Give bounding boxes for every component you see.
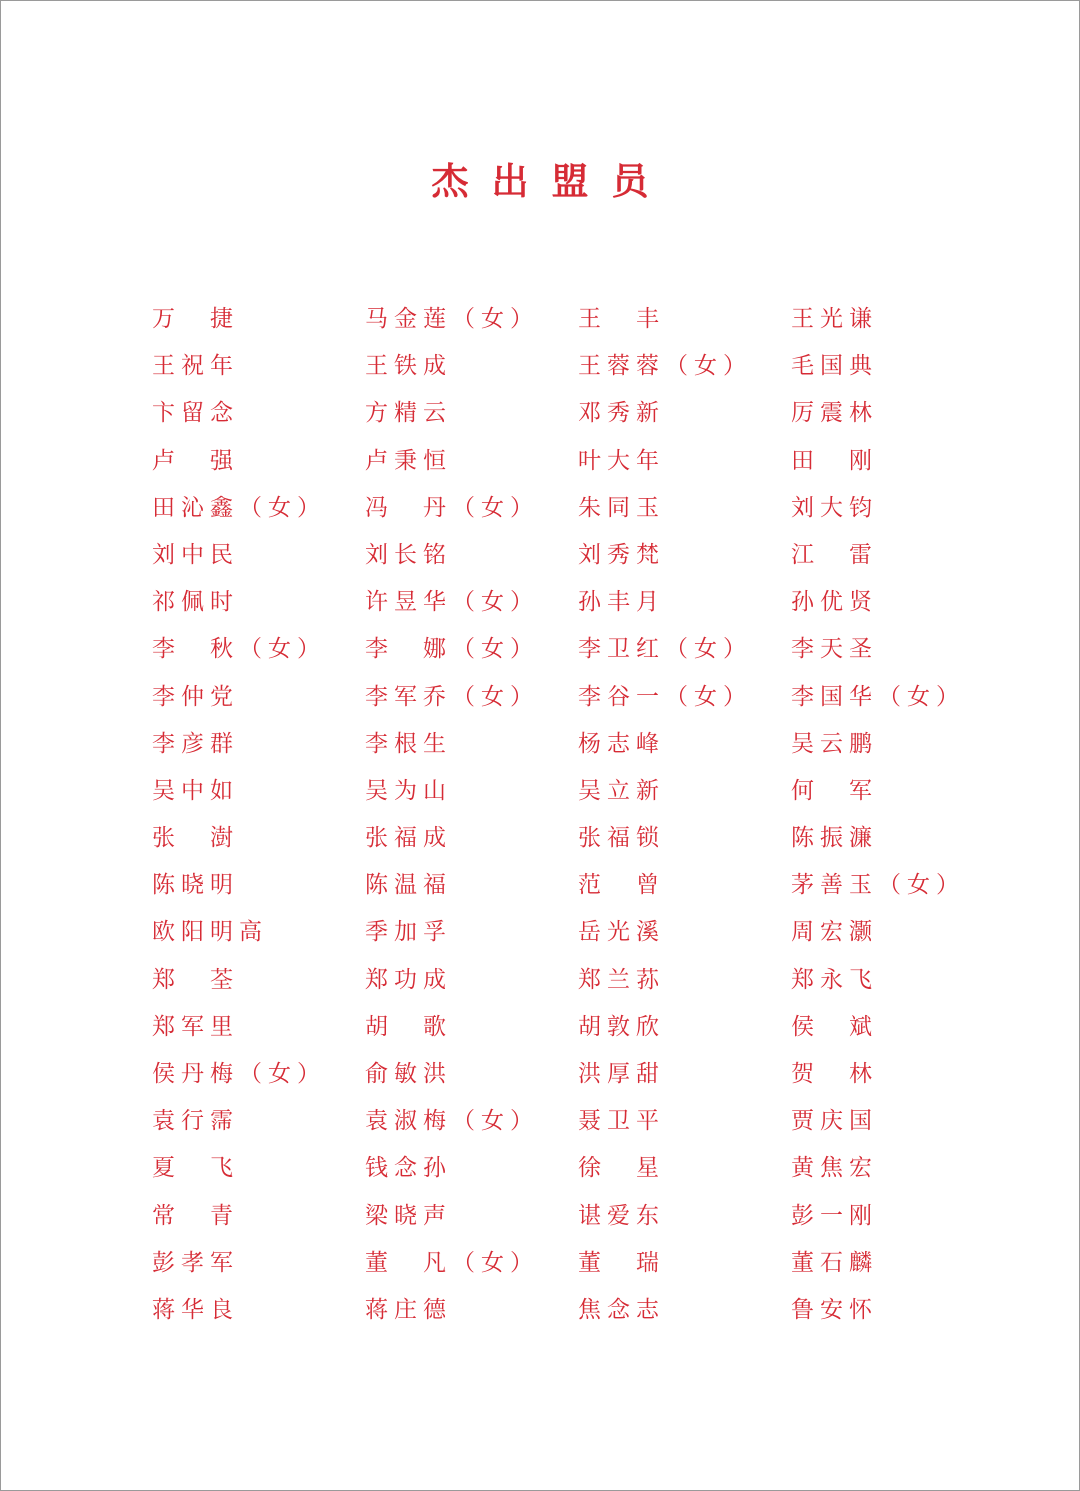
member-name: 陈晓明 (152, 872, 239, 899)
name-list (152, 296, 1012, 1334)
member-name: 孙优贤 (791, 589, 878, 616)
member-name: 张福锁 (578, 825, 665, 852)
member-name: 刘长铭 (365, 541, 452, 568)
member-name: 叶大年 (578, 447, 665, 474)
member-name: 董石麟 (791, 1249, 878, 1276)
member-name: 贺 林 (791, 1061, 878, 1087)
member-name: 毛国典 (791, 353, 878, 380)
member-name: 侯 斌 (791, 1013, 878, 1040)
member-name: 彭一刚 (791, 1202, 878, 1229)
member-name: 朱同玉 (578, 494, 665, 521)
member-name: 卢秉恒 (365, 447, 452, 474)
member-name: 王祝年 (152, 353, 239, 380)
member-name: 李根生 (365, 730, 452, 757)
member-name: 聂卫平 (578, 1108, 665, 1135)
member-name: 万 捷 (152, 306, 239, 332)
member-name: 王光谦 (791, 306, 878, 332)
member-name: 李仲党 (152, 683, 239, 710)
member-name: 祁佩时 (152, 589, 239, 616)
member-name: 董 瑞 (578, 1249, 665, 1276)
member-name: 郑 荃 (152, 966, 239, 993)
member-name: 吴立新 (578, 777, 665, 804)
member-name: 董 凡（女） (365, 1249, 539, 1276)
member-name: 袁行霈 (152, 1108, 239, 1135)
member-name: 徐 星 (578, 1155, 665, 1182)
member-name: 张 澍 (152, 825, 239, 852)
member-name: 胡 歌 (365, 1013, 452, 1040)
member-name: 张福成 (365, 825, 452, 852)
member-name: 范 曾 (578, 872, 665, 899)
member-name: 李 娜（女） (365, 636, 539, 663)
member-name: 田 刚 (791, 447, 878, 474)
member-name: 刘秀梵 (578, 541, 665, 568)
member-name: 郑军里 (152, 1013, 239, 1040)
member-name: 彭孝军 (152, 1249, 239, 1276)
member-name: 李谷一（女） (578, 683, 752, 710)
member-name: 许昱华（女） (365, 589, 539, 616)
member-name: 郑功成 (365, 966, 452, 993)
member-name: 厉震林 (791, 400, 878, 427)
member-name: 王 丰 (578, 306, 665, 332)
member-name: 岳光溪 (578, 919, 665, 946)
member-name: 洪厚甜 (578, 1061, 665, 1087)
member-name: 蒋庄德 (365, 1296, 452, 1323)
member-name: 谌爱东 (578, 1202, 665, 1229)
member-name: 钱念孙 (365, 1155, 452, 1182)
member-name: 陈振濂 (791, 825, 878, 852)
member-name: 季加孚 (365, 919, 452, 946)
member-name: 梁晓声 (365, 1202, 452, 1229)
member-name: 孙丰月 (578, 589, 665, 616)
member-name: 黄焦宏 (791, 1155, 878, 1182)
member-name: 邓秀新 (578, 400, 665, 427)
member-name: 胡敦欣 (578, 1013, 665, 1040)
member-name: 侯丹梅（女） (152, 1061, 326, 1087)
page-title: 杰出盟员 (431, 159, 672, 203)
member-name: 王铁成 (365, 353, 452, 380)
member-name: 田沁鑫（女） (152, 494, 326, 521)
member-name: 吴中如 (152, 777, 239, 804)
member-name: 李 秋（女） (152, 636, 326, 663)
member-name: 夏 飞 (152, 1155, 239, 1182)
member-name: 李军乔（女） (365, 683, 539, 710)
member-name: 郑永飞 (791, 966, 878, 993)
member-name: 俞敏洪 (365, 1061, 452, 1087)
member-name: 焦念志 (578, 1296, 665, 1323)
member-name: 李天圣 (791, 636, 878, 663)
member-name: 袁淑梅（女） (365, 1108, 539, 1135)
member-name: 郑兰荪 (578, 966, 665, 993)
member-name: 贾庆国 (791, 1108, 878, 1135)
member-name: 杨志峰 (578, 730, 665, 757)
member-name: 欧阳明高 (152, 919, 268, 946)
member-name: 刘中民 (152, 541, 239, 568)
member-name: 鲁安怀 (791, 1296, 878, 1323)
member-name: 吴为山 (365, 777, 452, 804)
member-name: 卞留念 (152, 400, 239, 427)
member-name: 李卫红（女） (578, 636, 752, 663)
member-name: 江 雷 (791, 541, 878, 568)
member-name: 马金莲（女） (365, 306, 539, 332)
member-name: 刘大钧 (791, 494, 878, 521)
member-name: 王蓉蓉（女） (578, 353, 752, 380)
member-name: 卢 强 (152, 447, 239, 474)
member-name: 李国华（女） (791, 683, 965, 710)
member-name: 周宏灏 (791, 919, 878, 946)
member-name: 李彦群 (152, 730, 239, 757)
member-name: 陈温福 (365, 872, 452, 899)
member-name: 茅善玉（女） (791, 872, 965, 899)
member-name: 方精云 (365, 400, 452, 427)
member-name: 常 青 (152, 1202, 239, 1229)
member-name: 吴云鹏 (791, 730, 878, 757)
member-name: 何 军 (791, 777, 878, 804)
member-name: 冯 丹（女） (365, 494, 539, 521)
member-name: 蒋华良 (152, 1296, 239, 1323)
